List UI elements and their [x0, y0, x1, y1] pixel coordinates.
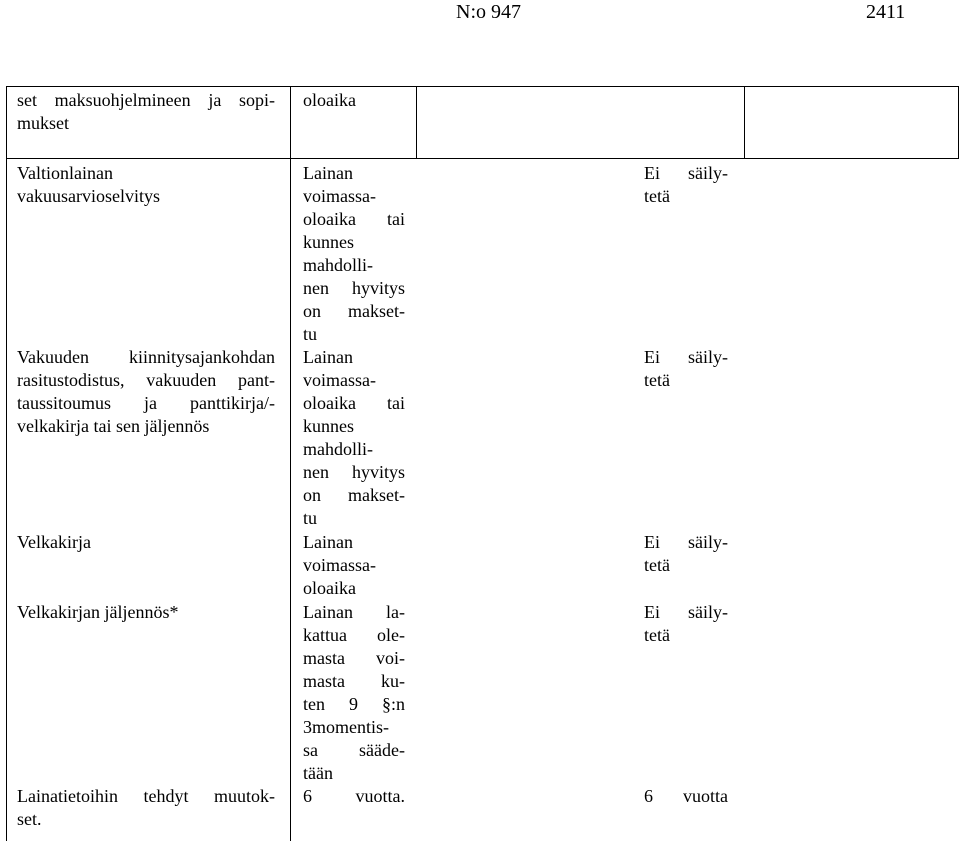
word: säily- — [688, 163, 728, 183]
document-number: N:o 947 — [456, 1, 521, 23]
word: kattua — [303, 625, 347, 645]
retention-period-cell-line: Lainan — [303, 163, 353, 183]
word: säily- — [688, 602, 728, 622]
archive-cell — [644, 531, 728, 577]
archive-cell-line — [644, 346, 728, 369]
word: oloaika — [303, 209, 356, 229]
document-cell-line — [17, 415, 275, 438]
archive-cell-line — [644, 162, 728, 185]
document-cell-line — [17, 531, 275, 554]
word: rasitustodistus, — [17, 370, 125, 390]
retention-period-cell-line: Lainan — [303, 347, 353, 367]
document-cell — [17, 531, 275, 554]
archive-cell-line: tetä — [644, 625, 670, 645]
retention-period-cell-line — [303, 601, 405, 624]
word: makset- — [348, 485, 405, 505]
archive-cell-line — [644, 601, 728, 624]
column-divider-1 — [290, 86, 291, 841]
word: muutok- — [214, 786, 275, 806]
word: Ei — [644, 163, 660, 183]
retention-period-cell-line: mahdolli- — [303, 439, 373, 459]
retention-period-cell — [303, 785, 405, 808]
retention-period-cell — [303, 89, 405, 112]
word: Lainatietoihin — [17, 786, 118, 806]
retention-period-cell-line: tu — [303, 324, 318, 344]
word: Ei — [644, 532, 660, 552]
word: taussitoumus — [17, 393, 112, 413]
word: velkakirja tai sen jäljennös — [17, 416, 210, 436]
word: säily- — [688, 532, 728, 552]
word: 9 — [348, 694, 358, 714]
retention-period-cell-line: oloaika — [303, 578, 356, 598]
document-cell-line — [17, 392, 275, 415]
retention-period-cell — [303, 531, 405, 600]
retention-period-cell — [303, 601, 405, 785]
retention-period-cell-line: Lainan — [303, 532, 353, 552]
document-cell-line — [17, 346, 275, 369]
word: mukset — [17, 113, 69, 133]
word: set. — [17, 809, 42, 829]
document-cell-line — [17, 112, 275, 135]
word: vakuusarvioselvitys — [17, 186, 160, 206]
archive-cell-line: tetä — [644, 555, 670, 575]
document-cell-line — [17, 185, 275, 208]
retention-period-cell-line: kunnes — [303, 416, 354, 436]
retention-period-cell — [303, 346, 405, 530]
document-cell — [17, 785, 275, 831]
retention-period-cell-line — [303, 624, 405, 647]
document-cell-line — [17, 369, 275, 392]
table-right-border — [958, 86, 959, 159]
word: §:n — [381, 694, 405, 714]
word: ja — [208, 90, 222, 110]
column-divider-3 — [744, 86, 745, 159]
word: tehdyt — [143, 786, 189, 806]
retention-period-cell-line: 3momentis- — [303, 717, 389, 737]
word: set — [17, 90, 37, 110]
word: ku- — [381, 671, 405, 691]
word: kiinnitysajankohdan — [129, 347, 275, 367]
word: ja — [144, 393, 158, 413]
word: sääde- — [359, 740, 405, 760]
page-number: 2411 — [866, 1, 906, 23]
column-divider-2 — [416, 86, 417, 159]
word: säily- — [688, 347, 728, 367]
retention-period-cell-line — [303, 461, 405, 484]
archive-cell-line: tetä — [644, 370, 670, 390]
archive-cell-line: tetä — [644, 186, 670, 206]
retention-period-cell-line: mahdolli- — [303, 255, 373, 275]
retention-period-cell-line — [303, 484, 405, 507]
retention-period-cell-line: tään — [303, 763, 333, 783]
word: 6 — [303, 786, 312, 806]
archive-cell — [644, 162, 728, 208]
table-top-border — [6, 86, 959, 87]
retention-period-cell-line: tu — [303, 508, 318, 528]
document-cell-line — [17, 162, 275, 185]
word: hyvitys — [351, 278, 405, 298]
word: on — [303, 301, 321, 321]
word: voi- — [376, 648, 405, 668]
word: vuotta — [683, 786, 728, 806]
retention-period-cell-line — [303, 739, 405, 762]
retention-period-cell-line: voimassa- — [303, 370, 376, 390]
document-cell — [17, 89, 275, 135]
word: Lainan — [303, 602, 353, 622]
word: pant- — [238, 370, 275, 390]
retention-period-cell-line — [303, 785, 405, 808]
document-cell-line — [17, 808, 275, 831]
word: Valtionlainan — [17, 163, 113, 183]
retention-period-cell-line: kunnes — [303, 232, 354, 252]
word: Vakuuden — [17, 347, 89, 367]
archive-cell-line — [644, 531, 728, 554]
document-cell-line — [17, 89, 275, 112]
word: masta — [303, 671, 345, 691]
table-left-border — [6, 86, 7, 841]
retention-period-cell-line — [303, 208, 405, 231]
archive-cell — [644, 785, 728, 808]
word: Velkakirja — [17, 532, 91, 552]
table-header-separator — [6, 158, 959, 159]
word: masta — [303, 648, 345, 668]
word: vuotta. — [355, 786, 405, 806]
word: nen — [303, 462, 329, 482]
retention-period-cell-line — [303, 277, 405, 300]
document-cell — [17, 162, 275, 208]
retention-period-cell-line — [303, 647, 405, 670]
word: tai — [387, 209, 405, 229]
word: makset- — [348, 301, 405, 321]
retention-period-cell-line — [303, 300, 405, 323]
document-cell — [17, 601, 275, 624]
word: on — [303, 485, 321, 505]
word: sopi- — [238, 90, 275, 110]
word: Velkakirjan jäljennös* — [17, 602, 179, 622]
retention-period-cell-line: oloaika — [303, 90, 356, 110]
word: sa — [303, 740, 318, 760]
retention-period-cell-line — [303, 693, 405, 716]
retention-period-cell-line — [303, 392, 405, 415]
word: ole- — [377, 625, 405, 645]
word: panttikirja/- — [190, 393, 275, 413]
word: la- — [386, 602, 405, 622]
document-cell — [17, 346, 275, 438]
retention-period-cell — [303, 162, 405, 346]
document-cell-line — [17, 785, 275, 808]
word: Ei — [644, 602, 660, 622]
word: oloaika — [303, 393, 356, 413]
archive-cell — [644, 601, 728, 647]
word: maksuohjelmineen — [54, 90, 191, 110]
retention-period-cell-line — [303, 670, 405, 693]
word: nen — [303, 278, 329, 298]
word: hyvitys — [351, 462, 405, 482]
word: tai — [387, 393, 405, 413]
archive-cell — [644, 346, 728, 392]
word: vakuuden — [146, 370, 217, 390]
retention-period-cell-line: voimassa- — [303, 186, 376, 206]
archive-cell-line — [644, 785, 728, 808]
retention-period-cell-line: voimassa- — [303, 555, 376, 575]
document-cell-line — [17, 601, 275, 624]
word: Ei — [644, 347, 660, 367]
word: 6 — [644, 786, 653, 806]
word: ten — [303, 694, 325, 714]
